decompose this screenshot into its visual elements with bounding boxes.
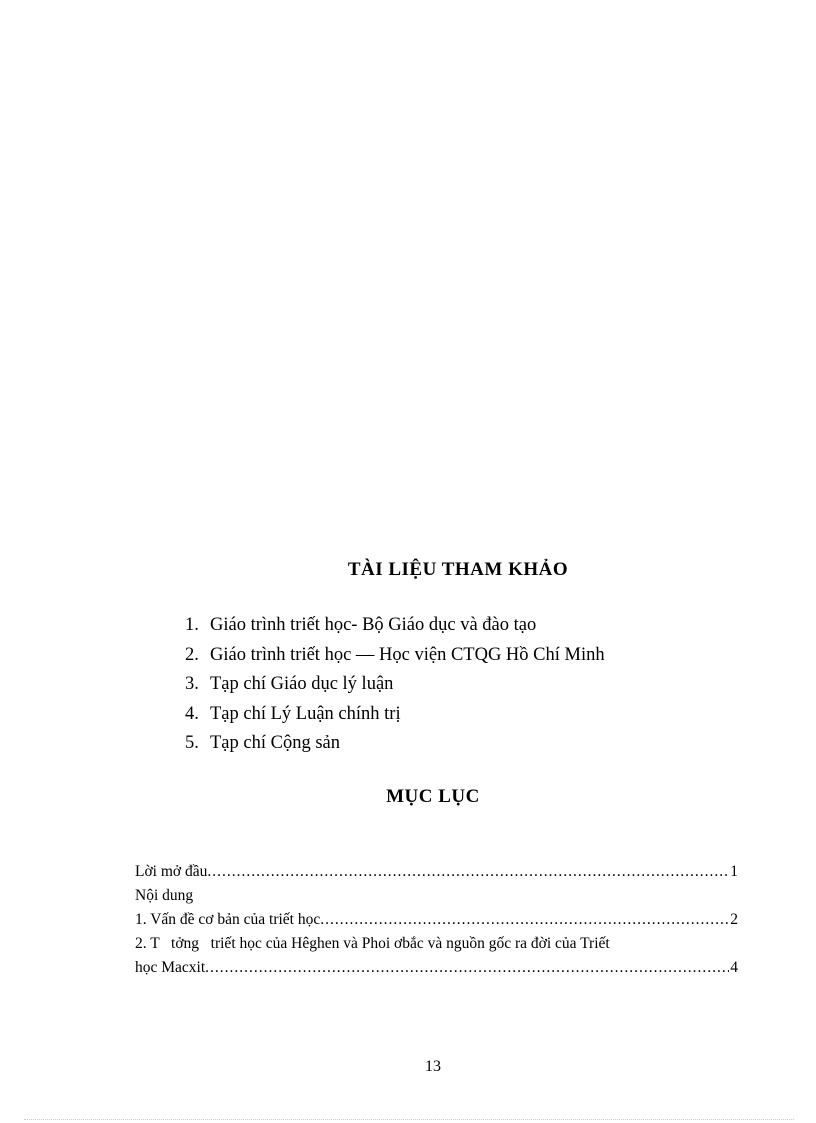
reference-text: Tạp chí Cộng sản (210, 733, 340, 753)
page-number: 13 (425, 1058, 441, 1075)
reference-text: Giáo trình triết học- Bộ Giáo dục và đào tạo (210, 615, 537, 635)
toc-leader-dots (320, 908, 729, 932)
toc-entry-text: Nội dung (135, 887, 194, 904)
table-of-contents (135, 860, 738, 980)
reference-text: Tạp chí Giáo dục lý luận (210, 674, 394, 694)
toc-entry-page: 2 (730, 911, 738, 928)
toc-entry-text: 1. Vấn đề cơ bản của triết học (135, 911, 321, 928)
reference-number: 4. (185, 703, 199, 724)
toc-leader-dots (207, 860, 729, 884)
toc-entry-page: 1 (730, 863, 738, 880)
toc-entry-section-2-cont (135, 956, 738, 980)
toc-entry-text: Lời mở đầu (135, 863, 208, 880)
toc-entry-section-1 (135, 908, 738, 932)
toc-title: MỤC LỤC (386, 786, 480, 807)
reference-number: 1. (185, 615, 199, 635)
reference-number: 2. (185, 644, 199, 665)
reference-number: 5. (185, 733, 199, 753)
references-list (185, 611, 605, 759)
toc-entry-introduction (135, 860, 738, 884)
reference-text: Tạp chí Lý Luận chính trị (210, 703, 401, 724)
reference-item (185, 611, 605, 641)
toc-entry-text: 2. T tởng triết học của Hêghen và Phoi ơbắc và nguồn gốc ra đời của Triết (135, 935, 610, 952)
reference-number: 3. (185, 674, 199, 694)
reference-item (185, 670, 605, 700)
reference-text: Giáo trình triết học — Học viện CTQG Hồ Chí Minh (210, 644, 605, 665)
toc-entry-page: 4 (730, 959, 738, 976)
reference-item (185, 641, 605, 671)
references-title: TÀI LIỆU THAM KHẢO (347, 559, 569, 580)
reference-item (185, 729, 605, 759)
reference-item (185, 700, 605, 730)
page-bottom-divider (24, 1119, 794, 1120)
toc-entry-content (135, 884, 738, 908)
toc-entry-text: học Macxit (135, 959, 206, 976)
toc-leader-dots (205, 956, 729, 980)
toc-entry-section-2 (135, 932, 738, 956)
